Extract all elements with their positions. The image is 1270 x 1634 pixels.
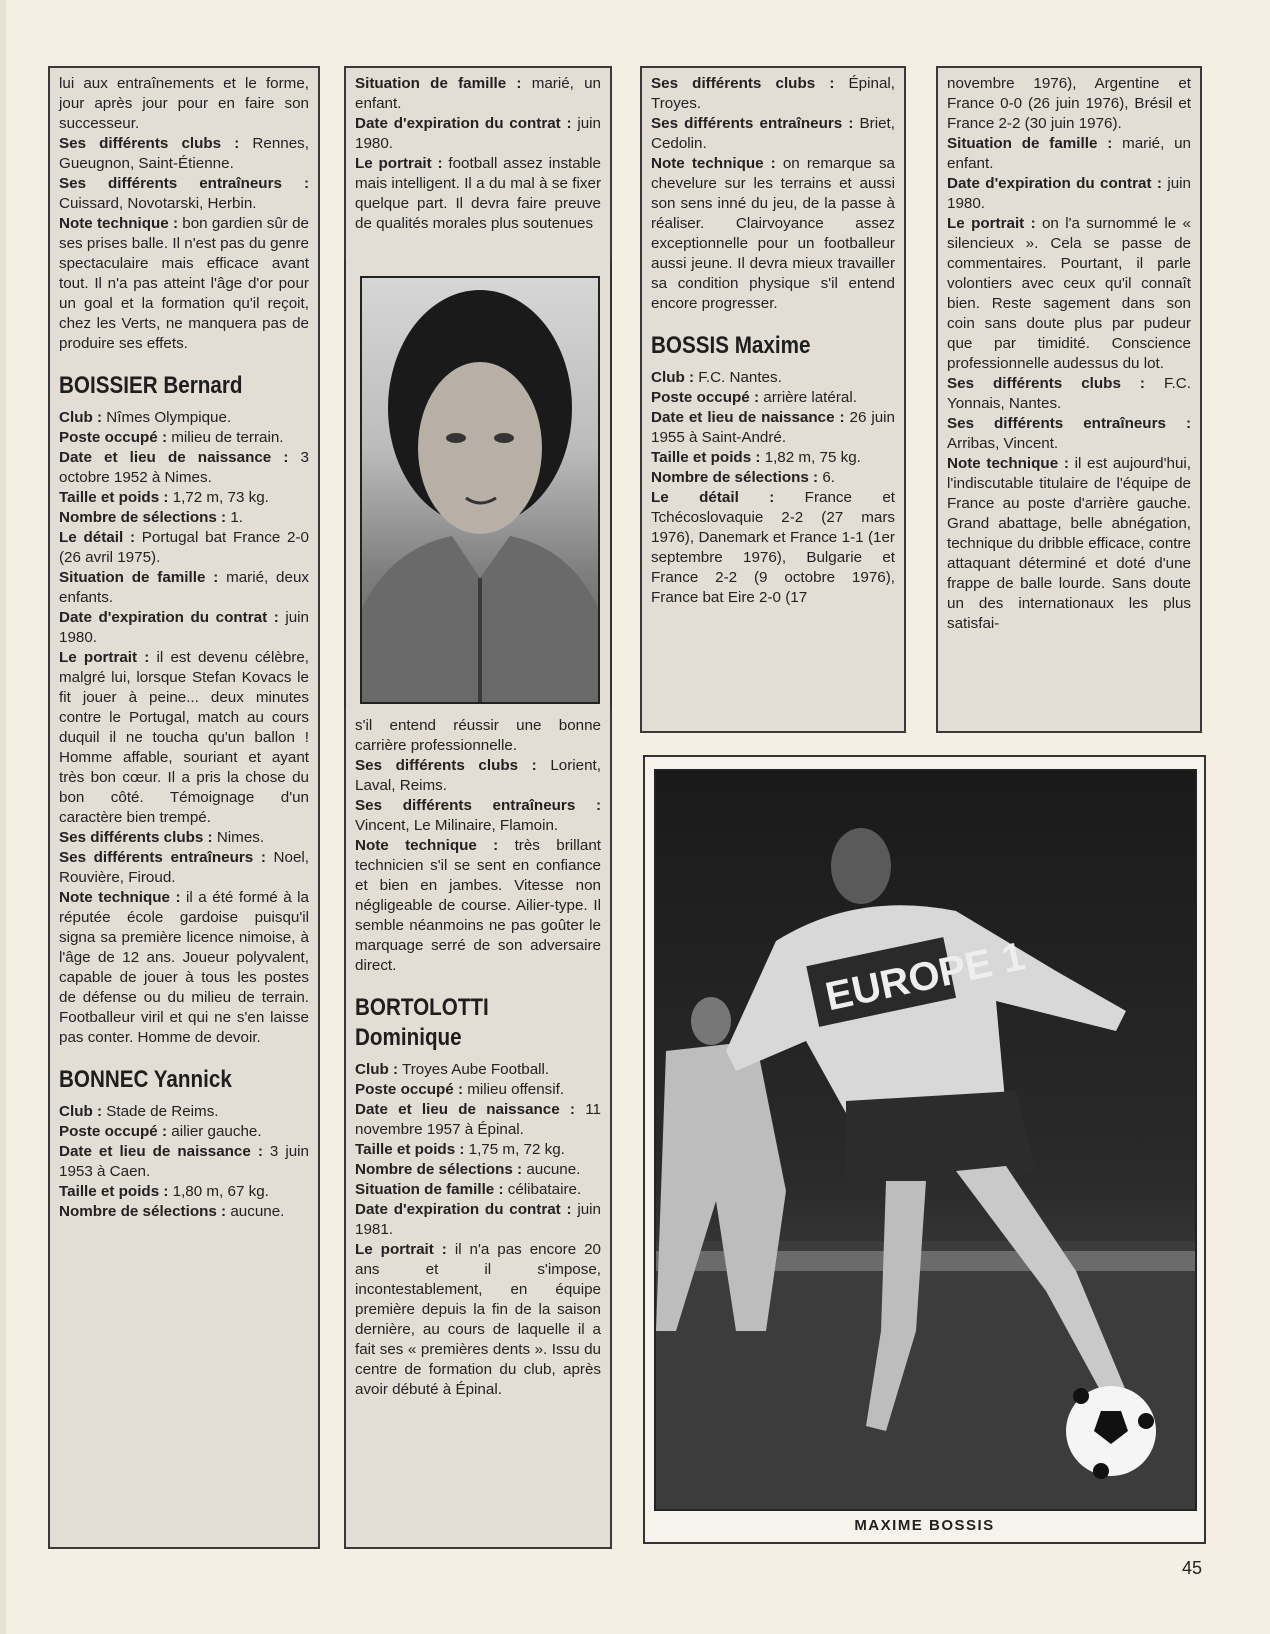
value: football assez instable mais intelligent. Il a du mal à se fixer quelque part. Il devra faire preuve de qualités morales plus soutenues [355, 155, 601, 232]
label: Situation de famille : [947, 135, 1113, 152]
label: Poste occupé : [59, 429, 168, 446]
label: Date et lieu de naissance : [59, 1143, 263, 1160]
value: marié, un enfant. [947, 135, 1191, 172]
label: Taille et poids : [355, 1141, 465, 1158]
value: Nimes. [212, 829, 265, 846]
label: Ses différents clubs : [651, 75, 835, 92]
label: Le portrait : [947, 215, 1036, 232]
label: Club : [355, 1061, 399, 1078]
value: Arribas, Vincent. [947, 435, 1059, 452]
value: il est devenu célèbre, malgré lui, lorsque Stefan Kovacs le fit jouer à peine... deux minutes contre le Portugal, match au cours duquil il ne toucha qu'un ballon ! Homme affable, souriant et ayant très bon cœur. Il a pris la chose du bon côté. Témoignage d'un caractère bien trempé. [59, 649, 309, 826]
action-photo [654, 769, 1197, 1511]
label: Club : [59, 1103, 103, 1120]
value: 6. [818, 469, 835, 486]
label: Taille et poids : [651, 449, 761, 466]
column-1 [48, 66, 320, 1549]
value: ailier gauche. [167, 1123, 262, 1140]
intro-text: lui aux entraînements et le forme, jour après jour pour en faire son successeur. [59, 75, 309, 132]
heading-bossis: BOSSIS Maxime [651, 332, 811, 359]
portrait-photo [360, 276, 600, 704]
label: Le portrait : [355, 155, 443, 172]
label: Nombre de sélections : [651, 469, 819, 486]
value: 3 octobre 1952 à Nimes. [59, 449, 310, 486]
value: juin 1980. [355, 115, 601, 152]
page-number: 45 [1181, 1558, 1202, 1578]
value: 1,80 m, 67 kg. [168, 1183, 269, 1200]
heading-bortolotti-firstname: Dominique [355, 1024, 462, 1051]
action-photo-frame [643, 755, 1206, 1544]
jersey-text: EUROPE 1 [821, 934, 1029, 1020]
value: Briet, Cedolin. [651, 115, 895, 152]
label: Le détail : [59, 529, 135, 546]
value: 1,75 m, 72 kg. [464, 1141, 565, 1158]
value: il n'a pas encore 20 ans et il s'impose, incontestablement, en équipe première depuis la fin de la saison dernière, au cours de laquelle il a fait ses « premières dents ». Issu du centre de formation du club, après avoir débuté à Épinal. [355, 1241, 601, 1398]
value: 1,72 m, 73 kg. [168, 489, 269, 506]
value: Troyes Aube Football. [398, 1061, 550, 1078]
label: Ses différents entraîneurs : [59, 849, 266, 866]
label: Le portrait : [355, 1241, 447, 1258]
label: Date d'expiration du contrat : [59, 609, 279, 626]
value: 11 novembre 1957 à Épinal. [355, 1101, 601, 1138]
heading-boissier: BOISSIER Bernard [59, 372, 243, 399]
value: marié, deux enfants. [59, 569, 309, 606]
detail-continued: novembre 1976), Argentine et France 0-0 (26 juin 1976), Brésil et France 2-2 (30 juin 1976). [947, 75, 1191, 132]
label: Poste occupé : [355, 1081, 464, 1098]
label: Ses différents clubs : [59, 135, 240, 152]
label: Club : [651, 369, 695, 386]
value: 3 juin 1953 à Caen. [59, 1143, 310, 1180]
label: Date d'expiration du contrat : [947, 175, 1162, 192]
label: Nombre de sélections : [59, 1203, 227, 1220]
action-scene [656, 771, 1195, 1509]
value: milieu offensif. [463, 1081, 565, 1098]
value: 1,82 m, 75 kg. [760, 449, 861, 466]
value: Vincent, Le Milinaire, Flamoin. [355, 817, 559, 834]
value: célibataire. [503, 1181, 582, 1198]
label: Date et lieu de naissance : [355, 1101, 575, 1118]
value: juin 1980. [947, 175, 1191, 212]
label: Ses différents entraîneurs : [651, 115, 854, 132]
value: aucune. [522, 1161, 581, 1178]
portrait-photo-frame [344, 258, 612, 712]
value: juin 1981. [355, 1201, 601, 1238]
value: arrière latéral. [759, 389, 857, 406]
label: Nombre de sélections : [59, 509, 227, 526]
label: Ses différents entraîneurs : [59, 175, 309, 192]
label: Le détail : [651, 489, 775, 506]
label: Ses différents entraîneurs : [947, 415, 1191, 432]
label: Ses différents clubs : [947, 375, 1145, 392]
portrait-silhouette [362, 278, 598, 702]
column-4 [936, 66, 1202, 733]
label: Note technique : [651, 155, 776, 172]
label: Taille et poids : [59, 1183, 169, 1200]
continued-text: s'il entend réussir une bonne carrière professionnelle. [355, 717, 601, 754]
value: très brillant technicien s'il se sent en confiance et bien en jambes. Vitesse non négligeable de course. Ailier-type. Il semble néanmoins ne pas goûter le marquage serré de son adversaire direct. [355, 837, 601, 974]
value: F.C. Nantes. [694, 369, 782, 386]
value: Épinal, Troyes. [651, 75, 895, 112]
value: il a été formé à la réputée école gardoise puisqu'il signa sa première licence nimoise, à l'âge de 12 ans. Joueur polyvalent, capable de jouer à tous les postes de défense ou du milieu de terrain. Footballeur viril et qui ne s'en laisse pas conter. Homme de devoir. [59, 889, 309, 1046]
label: Note technique : [59, 889, 181, 906]
heading-bonnec: BONNEC Yannick [59, 1066, 232, 1093]
label: Club : [59, 409, 103, 426]
value: juin 1980. [59, 609, 309, 646]
label: Date et lieu de naissance : [59, 449, 289, 466]
label: Date et lieu de naissance : [651, 409, 845, 426]
value: on l'a surnommé le « silencieux ». Cela se passe de commentaires. Pourtant, il parle volontiers avec ceux qu'il connaît bien. Reste sagement dans son coin sans doute plus par pudeur que par timidité. Conscience professionnelle audessus du lot. [947, 215, 1191, 372]
value: Rennes, Gueugnon, Saint-Étienne. [59, 135, 309, 172]
value: milieu de terrain. [167, 429, 284, 446]
value: France et Tchécoslovaquie 2-2 (27 mars 1976), Danemark et France 1-1 (1er septembre 1976), Bulgarie et France 2-2 (9 octobre 1976), France bat Eire 2-0 (17 [651, 489, 896, 606]
value: Stade de Reims. [102, 1103, 219, 1120]
label: Note technique : [947, 455, 1069, 472]
value: on remarque sa chevelure sur les terrains et aussi son sens inné du jeu, de la passe à réaliser. Clairvoyance assez exceptionnelle pour un footballeur aussi jeune. Il devra mieux travailler sa condition physique s'il entend encore progresser. [651, 155, 895, 312]
value: aucune. [226, 1203, 285, 1220]
value: il est aujourd'hui, l'indiscutable titulaire de l'équipe de France au poste d'arrière gauche. Grand abattage, belle abnégation, technique du dribble efficace, contre attaquant déterminé et doté d'une frappe de balle lourde. Sans doute un des internationaux les plus satisfai- [947, 455, 1191, 632]
value: Noel, Rouvière, Firoud. [59, 849, 309, 886]
label: Ses différents clubs : [355, 757, 537, 774]
label: Ses différents clubs : [59, 829, 213, 846]
value: Nîmes Olympique. [102, 409, 232, 426]
value: marié, un enfant. [355, 75, 601, 112]
photo-caption: MAXIME BOSSIS [854, 1517, 995, 1534]
value: bon gardien sûr de ses prises balle. Il n'est pas du genre spectaculaire mais efficace avant tout. Il n'a pas atteint l'âge d'or pour un goal et la formation qu'il reçoit, chez les Verts, ne manquera pas de produire ses effets. [59, 215, 309, 352]
column-3 [640, 66, 906, 733]
label: Situation de famille : [355, 1181, 504, 1198]
value: Portugal bat France 2-0 (26 avril 1975). [59, 529, 309, 566]
label: Note technique : [59, 215, 179, 232]
label: Le portrait : [59, 649, 150, 666]
label: Situation de famille : [59, 569, 219, 586]
value: 1. [226, 509, 243, 526]
label: Date d'expiration du contrat : [355, 1201, 572, 1218]
label: Note technique : [355, 837, 499, 854]
label: Taille et poids : [59, 489, 169, 506]
column-2-bottom [344, 710, 612, 1549]
label: Poste occupé : [651, 389, 760, 406]
label: Situation de famille : [355, 75, 522, 92]
column-2-top [344, 66, 612, 260]
value: F.C. Yonnais, Nantes. [947, 375, 1191, 412]
heading-bortolotti: BORTOLOTTI [355, 994, 489, 1021]
value: Cuissard, Novotarski, Herbin. [59, 195, 257, 212]
label: Nombre de sélections : [355, 1161, 523, 1178]
value: Lorient, Laval, Reims. [355, 757, 601, 794]
label: Poste occupé : [59, 1123, 168, 1140]
value: 26 juin 1955 à Saint-André. [651, 409, 895, 446]
label: Ses différents entraîneurs : [355, 797, 601, 814]
label: Date d'expiration du contrat : [355, 115, 572, 132]
